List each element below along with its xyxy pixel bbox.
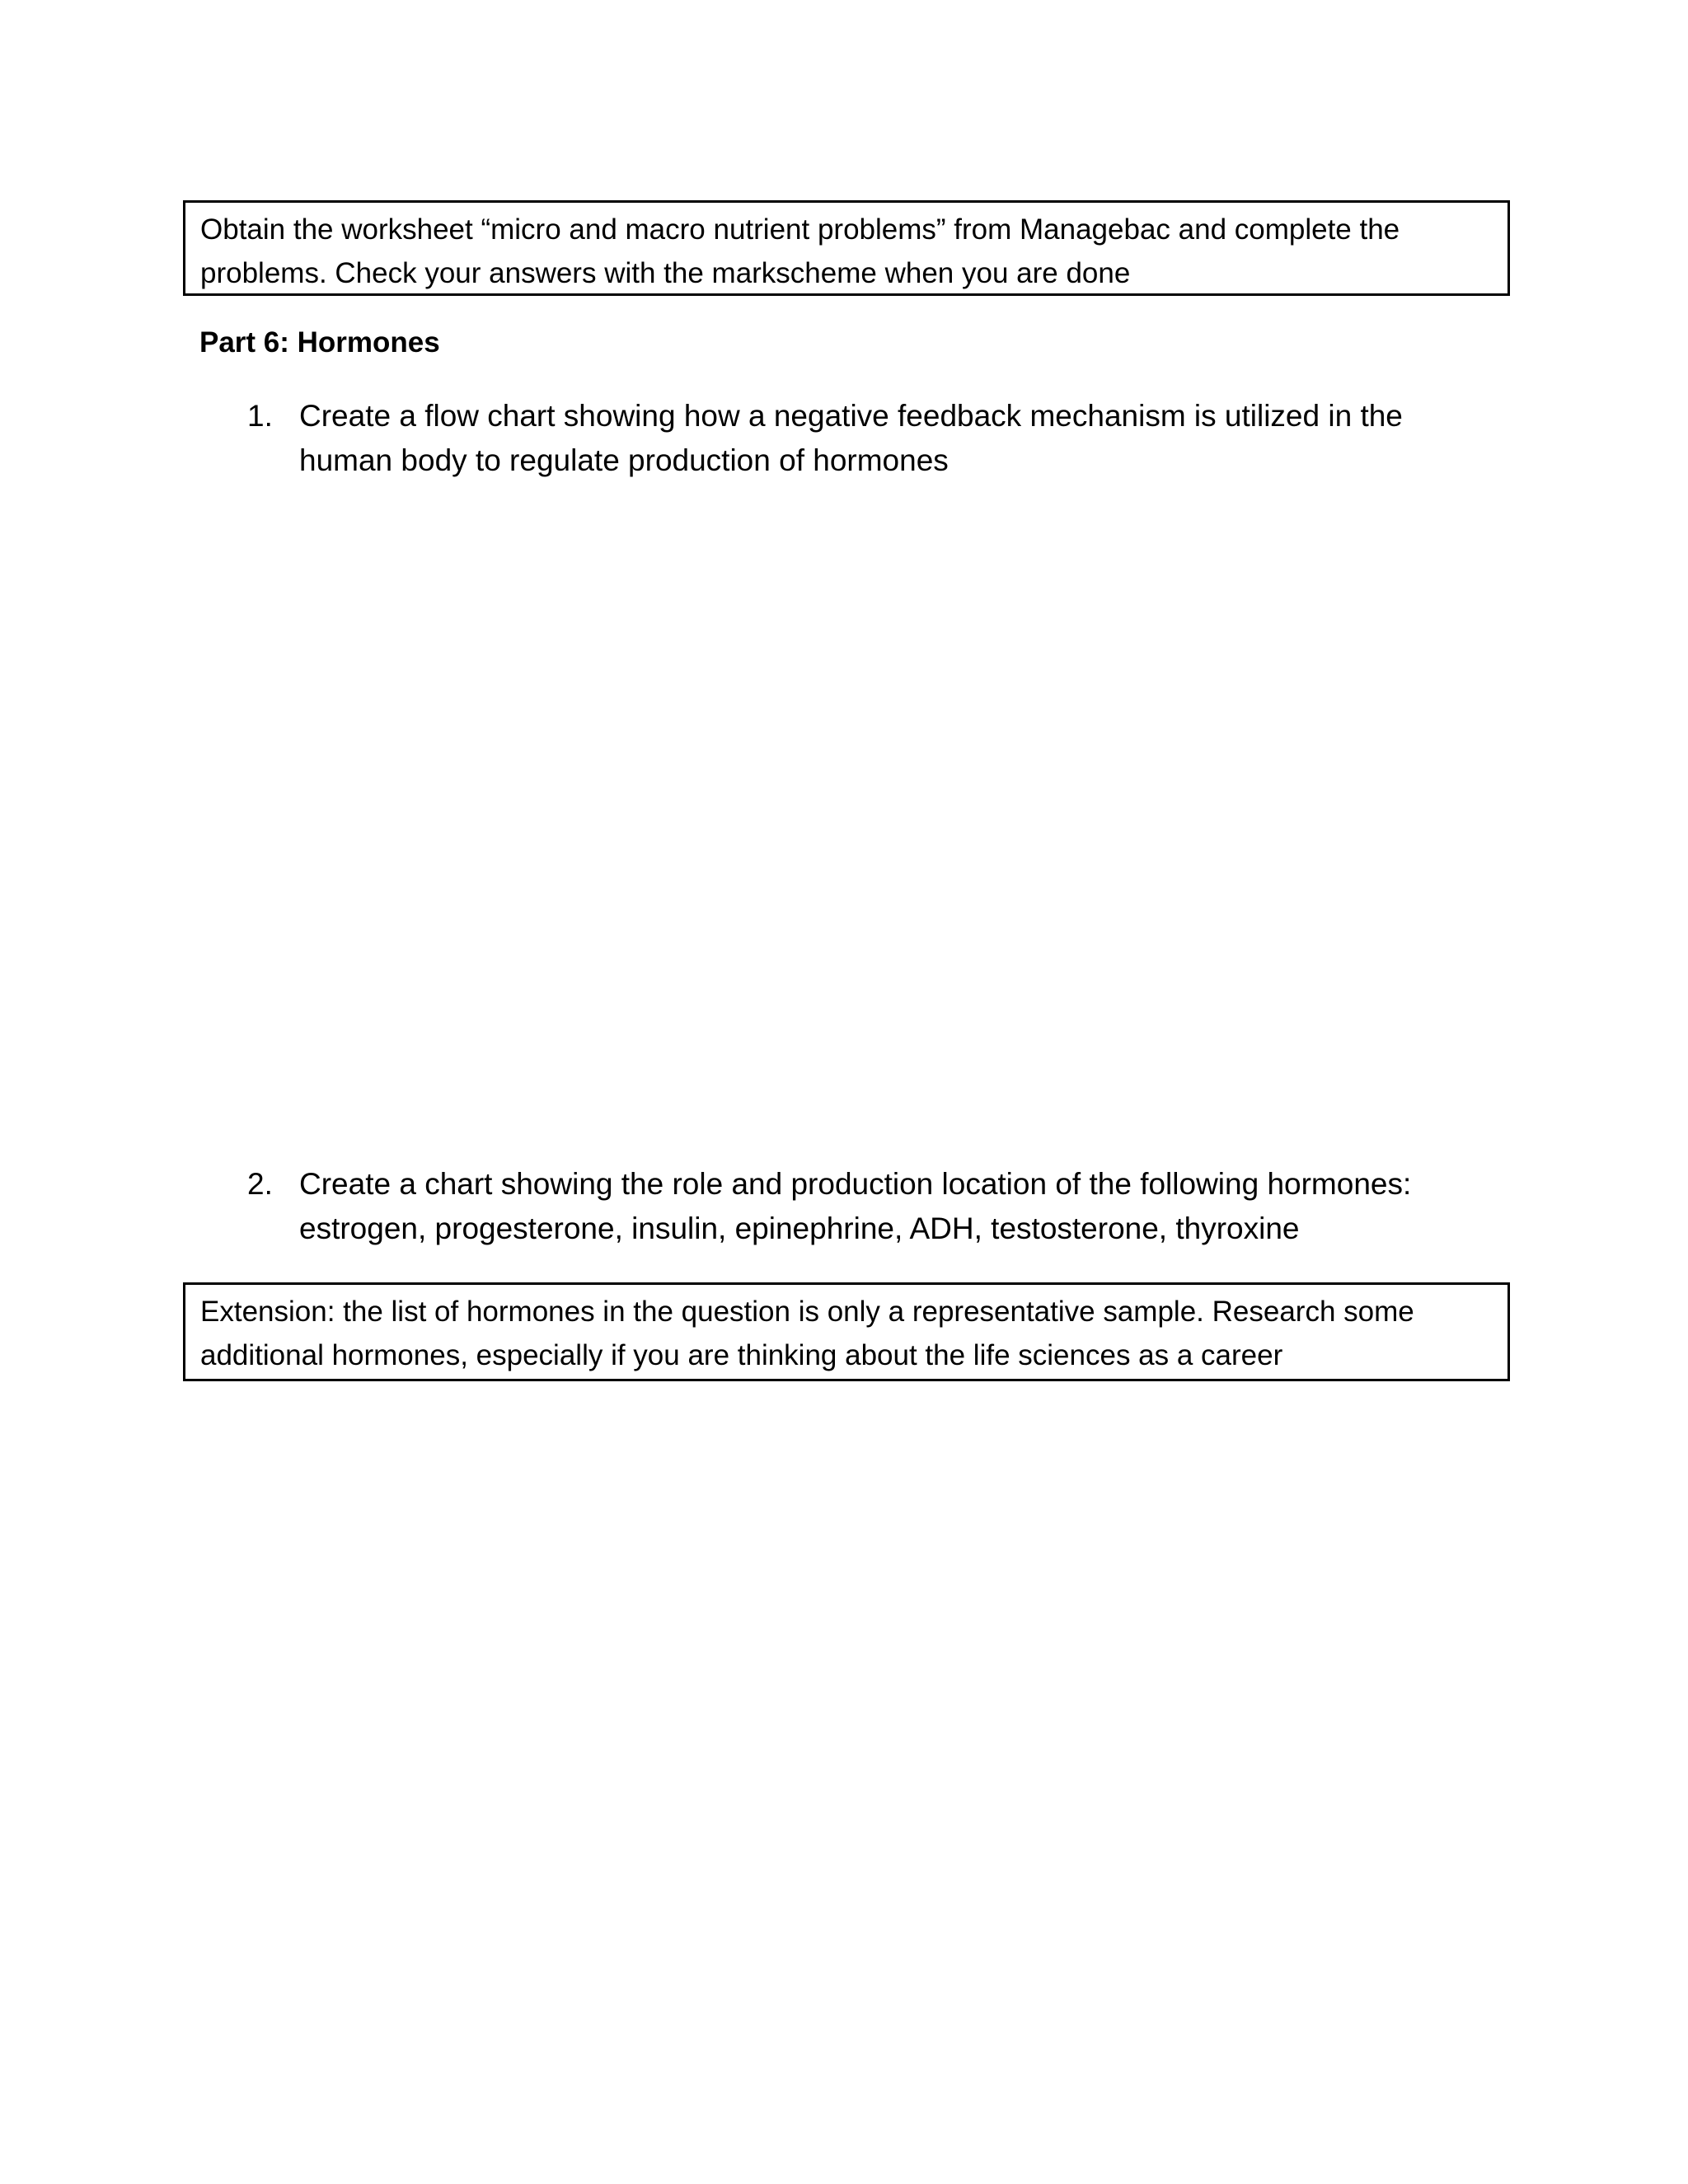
question-number: 1. [247, 399, 273, 433]
instruction-box [183, 200, 1510, 296]
section-heading: Part 6: Hormones [199, 326, 440, 359]
instruction-text: Obtain the worksheet “micro and macro nutrient problems” from Managebac and complete the problems. Check your answers with the markscheme when you are done [200, 213, 1400, 289]
question-text: Create a chart showing the role and production location of the following hormones: estrogen, progesterone, insulin, epinephrine, ADH, testosterone, thyroxine [299, 1167, 1412, 1245]
question-number: 2. [247, 1167, 273, 1201]
question-2 [247, 1162, 1484, 1251]
extension-box [183, 1282, 1510, 1381]
question-text: Create a flow chart showing how a negative feedback mechanism is utilized in the human body to regulate production of hormones [299, 399, 1403, 477]
extension-text: Extension: the list of hormones in the question is only a representative sample. Research some additional hormones, especially if you are thinking about the life sciences as a career [200, 1296, 1414, 1371]
question-1 [247, 394, 1484, 483]
